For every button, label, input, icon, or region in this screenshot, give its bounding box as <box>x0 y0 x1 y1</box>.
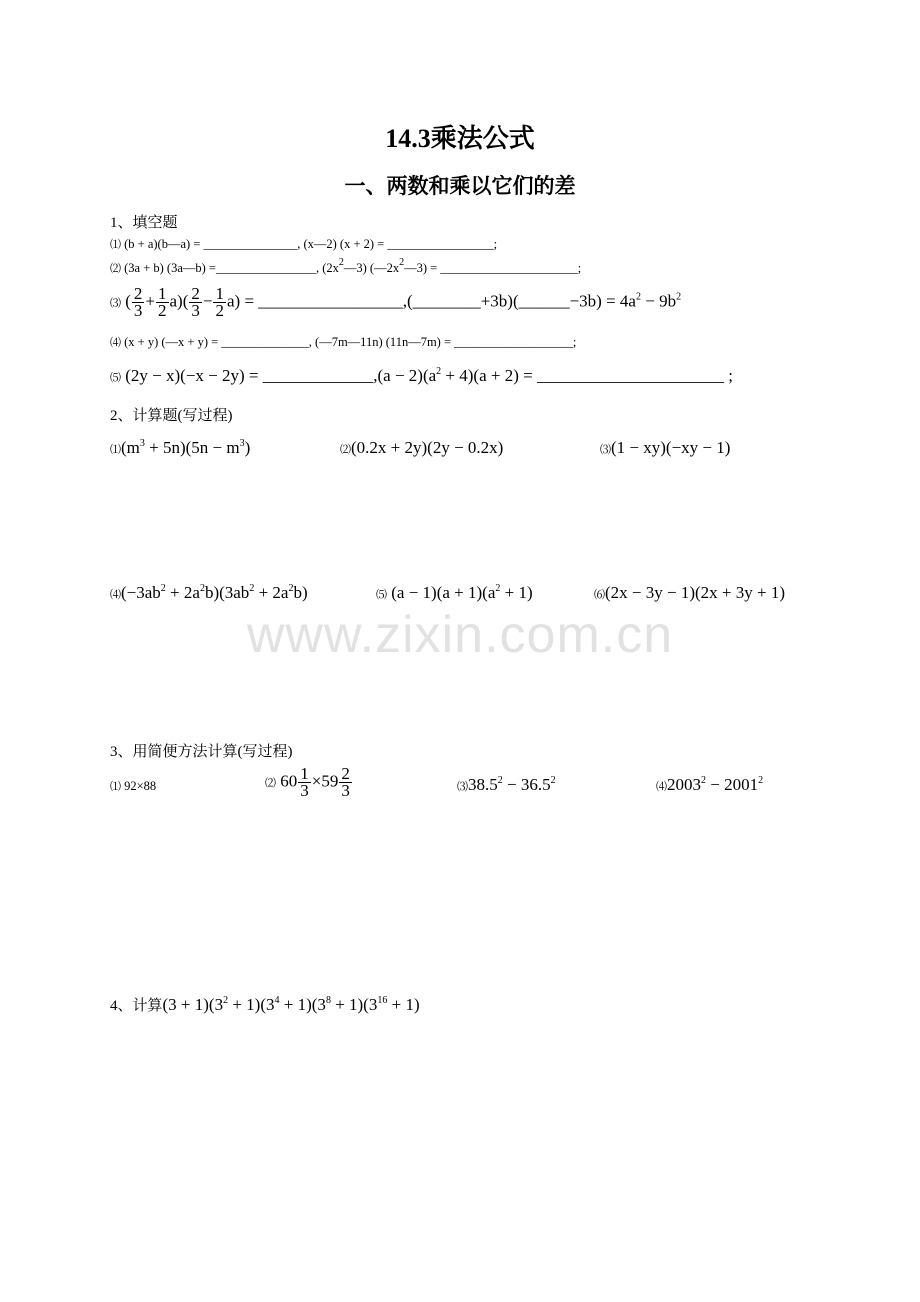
fill-row-2 <box>110 257 582 276</box>
superscript: 2 <box>399 257 405 268</box>
fraction: $\frac{2}{3}$ <box>191 284 200 320</box>
item-number: ⑴ <box>110 444 121 456</box>
fraction: $\frac{1}{2}$ <box>215 284 224 320</box>
item-number: ⑸ <box>376 589 387 601</box>
fill-row-4 <box>110 334 576 350</box>
item-number: ⑹ <box>594 589 605 601</box>
row-text: (x + y) (—x + y) = ______________, (—7m—11n) (11n—7m) = ___________________; <box>124 335 577 349</box>
section4-problem: 4、计算$(3 + 1)(3^2 + 1)(3^4 + 1)(3^8 + 1)(3^{16} + 1)$ <box>110 995 420 1014</box>
simple-item-4: $⑷2003^2 - 2001^2$ <box>656 775 764 794</box>
section4-heading: 4、计算 <box>110 998 163 1014</box>
simple-item-3: $⑶38.5^2 - 36.5^2$ <box>457 775 556 794</box>
superscript: 2 <box>338 257 344 268</box>
section3-heading: 3、用简便方法计算(写过程) <box>110 744 293 760</box>
item-number: ⑶ <box>457 781 468 793</box>
item-number: ⑷ <box>110 589 121 601</box>
fill-row-1 <box>110 236 497 252</box>
row-text-b: —3) (—2x <box>343 261 400 275</box>
calc-item-2: ⑵(0.2x + 2y)(2y − 0.2x) <box>340 438 504 457</box>
row-number: ⑷ <box>110 337 121 349</box>
calc-item-5: ⑸ $(a - 1)(a + 1)(a^2 + 1)$ <box>376 583 533 602</box>
page-title: 14.3乘法公式 <box>385 124 535 153</box>
fill-row-3: ⑶ ( $\frac{2}{3}$ + $\frac{1}{2}$ a)( $\frac{2}{3}$ − $\frac{1}{2}$ a) = _________________,(________+3b)(______−3b) = $4a^2 - 9b^2$ <box>110 284 682 320</box>
simple-item-2: ⑵ 60 $\frac{1}{3}$ ×59 $\frac{2}{3}$ <box>265 764 350 800</box>
row-number: ⑴ <box>110 239 121 251</box>
row-text-c: − 9b <box>640 291 677 311</box>
row-text: (b + a)(b—a) = _______________, (x—2) (x + 2) = _________________; <box>124 237 498 251</box>
item-number: ⑵ <box>340 444 351 456</box>
superscript: 2 <box>676 291 682 303</box>
calc-item-3: ⑶(1 − xy)(−xy − 1) <box>600 438 731 457</box>
row-text-c: —3) = ______________________; <box>404 261 582 275</box>
watermark: www.zixin.com.cn <box>246 606 674 664</box>
calc-item-6: ⑹(2x − 3y − 1)(2x + 3y + 1) <box>594 583 785 602</box>
section1-heading: 1、填空题 <box>110 215 178 231</box>
row-number: ⑶ <box>110 297 121 310</box>
superscript: 2 <box>635 291 641 303</box>
item-number: ⑵ <box>265 777 276 790</box>
row-text-a: (3a + b) (3a—b) =________________, (2x <box>124 261 339 275</box>
superscript: 2 <box>436 366 442 377</box>
row-text-b: a) = _________________,(________+3b)(______−3b) = 4a <box>226 291 636 311</box>
row-text-a: a)( <box>169 291 189 311</box>
row-text-b: + 4)(a + 2) = ______________________ ; <box>441 366 733 385</box>
fraction: $\frac{2}{3}$ <box>341 764 350 800</box>
fraction: $\frac{1}{3}$ <box>300 764 309 800</box>
simple-item-1: ⑴ 92×88 <box>110 779 157 793</box>
page-subtitle: 一、两数和乘以它们的差 <box>344 174 576 198</box>
row-number: ⑸ <box>110 372 121 384</box>
calc-item-1: $⑴(m^3 + 5n)(5n - m^3)$ <box>110 438 251 457</box>
fraction: $\frac{1}{2}$ <box>158 284 167 320</box>
row-text-a: (2y − x)(−x − 2y) = _____________,(a − 2)(a <box>125 366 437 385</box>
row-number: ⑵ <box>110 263 121 275</box>
section2-heading: 2、计算题(写过程) <box>110 408 233 424</box>
item-number: ⑴ <box>110 781 121 793</box>
fill-row-5 <box>110 366 733 386</box>
calc-item-4: $⑷(-3ab^2 + 2a^2b)(3ab^2 + 2a^2b)$ <box>110 583 308 602</box>
item-number: ⑷ <box>656 781 667 793</box>
item-number: ⑶ <box>600 444 611 456</box>
fraction: $\frac{2}{3}$ <box>133 284 143 320</box>
